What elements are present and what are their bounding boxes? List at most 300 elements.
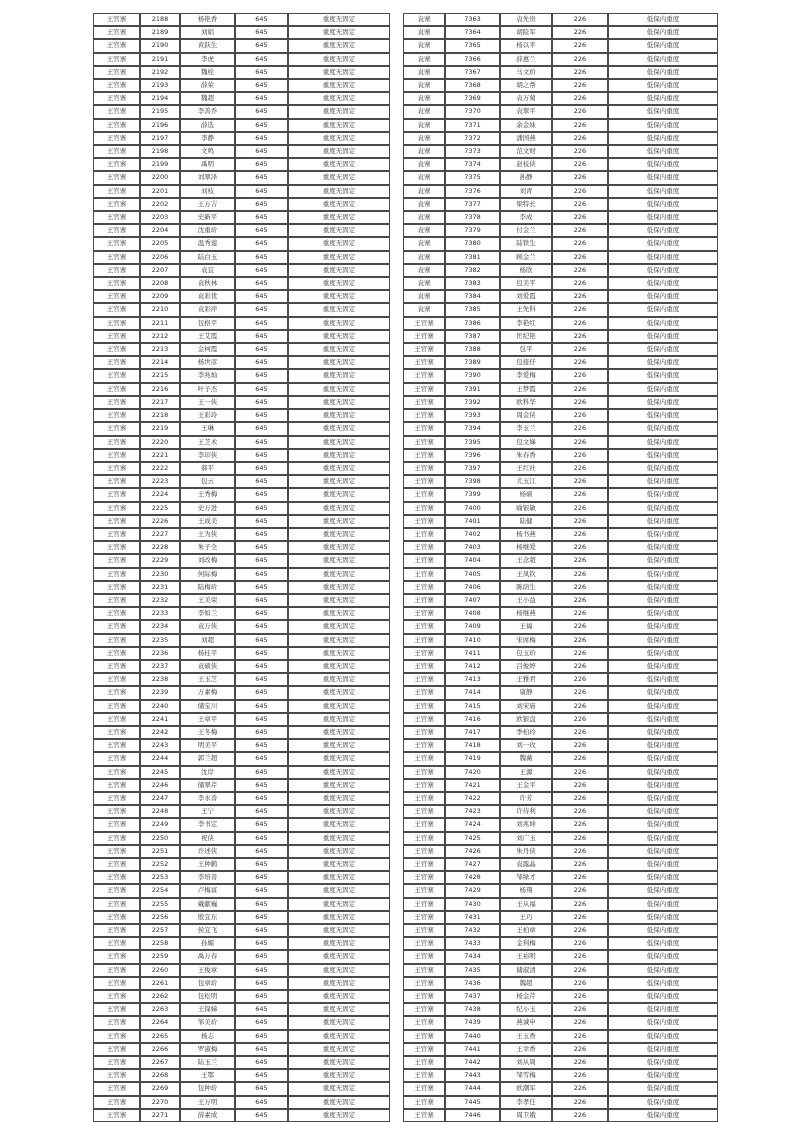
id-cell: 7439: [445, 1016, 500, 1029]
village-cell: 王官寨: [93, 369, 140, 382]
category-cell: 重度无固定: [288, 1082, 390, 1095]
village-cell: 王官寨: [403, 1056, 445, 1069]
name-cell: 许芳: [500, 792, 552, 805]
table-row: [93, 1003, 390, 1016]
table-row: [403, 39, 718, 52]
table-row: [403, 792, 718, 805]
id-cell: 7387: [445, 330, 500, 343]
name-cell: 欧银盘: [500, 713, 552, 726]
table-row: [403, 53, 718, 66]
name-cell: 王源: [500, 766, 552, 779]
village-cell: 王官寨: [93, 488, 140, 501]
table-row: [403, 845, 718, 858]
name-cell: 包种玠: [180, 1082, 235, 1095]
name-cell: 王芝术: [180, 436, 235, 449]
name-cell: 杨金芹: [500, 990, 552, 1003]
village-cell: 王官寨: [93, 449, 140, 462]
village-cell: 王官寨: [403, 937, 445, 950]
name-cell: 杨世彦: [180, 356, 235, 369]
village-cell: 袁寨: [403, 132, 445, 145]
category-cell: 低保内重度: [608, 884, 718, 897]
amount-cell: 645: [235, 330, 288, 343]
village-cell: 袁寨: [403, 39, 445, 52]
table-row: [93, 766, 390, 779]
name-cell: 杨书燕: [500, 528, 552, 541]
village-cell: 王官寨: [403, 1082, 445, 1095]
village-cell: 王官寨: [93, 871, 140, 884]
category-cell: 重度无固定: [288, 911, 390, 924]
table-row: [93, 383, 390, 396]
category-cell: 低保内重度: [608, 977, 718, 990]
name-cell: 王从福: [500, 898, 552, 911]
name-cell: 纪小玉: [500, 1003, 552, 1016]
amount-cell: 226: [552, 792, 608, 805]
village-cell: 袁寨: [403, 264, 445, 277]
amount-cell: 645: [235, 884, 288, 897]
amount-cell: 226: [552, 290, 608, 303]
name-cell: 杨继爱: [500, 541, 552, 554]
amount-cell: 226: [552, 383, 608, 396]
village-cell: 王官寨: [93, 53, 140, 66]
village-cell: 王官寨: [93, 317, 140, 330]
id-cell: 7397: [445, 462, 500, 475]
table-row: [403, 66, 718, 79]
name-cell: 包格平: [180, 317, 235, 330]
amount-cell: 226: [552, 251, 608, 264]
table-row: [403, 251, 718, 264]
village-cell: 王官寨: [403, 1069, 445, 1082]
id-cell: 7384: [445, 290, 500, 303]
amount-cell: 645: [235, 700, 288, 713]
amount-cell: 645: [235, 779, 288, 792]
table-row: [93, 251, 390, 264]
category-cell: 低保内重度: [608, 79, 718, 92]
name-cell: 王金平: [500, 779, 552, 792]
id-cell: 7398: [445, 475, 500, 488]
amount-cell: 226: [552, 409, 608, 422]
category-cell: 低保内重度: [608, 488, 718, 501]
id-cell: 7367: [445, 66, 500, 79]
village-cell: 王官寨: [93, 581, 140, 594]
name-cell: 禹明: [180, 158, 235, 171]
village-cell: 王官寨: [403, 462, 445, 475]
category-cell: 低保内重度: [608, 436, 718, 449]
village-cell: 王官寨: [403, 964, 445, 977]
table-row: [93, 964, 390, 977]
name-cell: 文鸣: [180, 145, 235, 158]
category-cell: 低保内重度: [608, 594, 718, 607]
name-cell: 李善乔: [180, 105, 235, 118]
id-cell: 7400: [445, 502, 500, 515]
id-cell: 2192: [140, 66, 180, 79]
id-cell: 2268: [140, 1069, 180, 1082]
id-cell: 7370: [445, 105, 500, 118]
name-cell: 王巧: [500, 911, 552, 924]
name-cell: 刘爱霞: [500, 290, 552, 303]
category-cell: 重度无固定: [288, 264, 390, 277]
category-cell: 重度无固定: [288, 660, 390, 673]
amount-cell: 226: [552, 700, 608, 713]
id-cell: 7411: [445, 647, 500, 660]
right-roster-body: [403, 13, 718, 1122]
name-cell: 王凤钦: [500, 568, 552, 581]
id-cell: 7405: [445, 568, 500, 581]
amount-cell: 645: [235, 647, 288, 660]
table-row: [403, 317, 718, 330]
category-cell: 重度无固定: [288, 396, 390, 409]
village-cell: 王官寨: [93, 264, 140, 277]
category-cell: 低保内重度: [608, 211, 718, 224]
name-cell: 侯宜飞: [180, 924, 235, 937]
id-cell: 7430: [445, 898, 500, 911]
category-cell: 低保内重度: [608, 132, 718, 145]
id-cell: 2204: [140, 224, 180, 237]
name-cell: 李爱梅: [500, 369, 552, 382]
id-cell: 7382: [445, 264, 500, 277]
table-row: [403, 634, 718, 647]
id-cell: 2264: [140, 1016, 180, 1029]
id-cell: 7373: [445, 145, 500, 158]
table-row: [403, 541, 718, 554]
table-row: [93, 462, 390, 475]
id-cell: 2201: [140, 185, 180, 198]
category-cell: 低保内重度: [608, 475, 718, 488]
table-row: [403, 858, 718, 871]
category-cell: 低保内重度: [608, 303, 718, 316]
id-cell: 2196: [140, 119, 180, 132]
amount-cell: 226: [552, 185, 608, 198]
id-cell: 7388: [445, 343, 500, 356]
id-cell: 2190: [140, 39, 180, 52]
amount-cell: 645: [235, 634, 288, 647]
amount-cell: 645: [235, 898, 288, 911]
category-cell: 低保内重度: [608, 950, 718, 963]
category-cell: 低保内重度: [608, 805, 718, 818]
amount-cell: 226: [552, 726, 608, 739]
category-cell: 重度无固定: [288, 251, 390, 264]
village-cell: 王官寨: [93, 356, 140, 369]
table-row: [93, 647, 390, 660]
village-cell: 王官寨: [93, 119, 140, 132]
id-cell: 7366: [445, 53, 500, 66]
name-cell: 胡之帮: [500, 79, 552, 92]
category-cell: 重度无固定: [288, 528, 390, 541]
table-row: [93, 845, 390, 858]
amount-cell: 226: [552, 568, 608, 581]
id-cell: 7442: [445, 1056, 500, 1069]
table-row: [403, 1069, 718, 1082]
village-cell: 王官寨: [403, 502, 445, 515]
category-cell: 重度无固定: [288, 237, 390, 250]
amount-cell: 226: [552, 303, 608, 316]
id-cell: 7402: [445, 528, 500, 541]
amount-cell: 645: [235, 858, 288, 871]
category-cell: 重度无固定: [288, 26, 390, 39]
id-cell: 2271: [140, 1109, 180, 1122]
table-row: [403, 13, 718, 26]
id-cell: 2210: [140, 303, 180, 316]
id-cell: 7416: [445, 713, 500, 726]
village-cell: 袁寨: [403, 171, 445, 184]
name-cell: 王玉芝: [180, 673, 235, 686]
category-cell: 重度无固定: [288, 409, 390, 422]
name-cell: 杨硕: [500, 488, 552, 501]
amount-cell: 645: [235, 607, 288, 620]
id-cell: 7440: [445, 1030, 500, 1043]
amount-cell: 645: [235, 924, 288, 937]
category-cell: 重度无固定: [288, 1069, 390, 1082]
id-cell: 2191: [140, 53, 180, 66]
name-cell: 包云: [180, 475, 235, 488]
name-cell: 孙静: [500, 171, 552, 184]
village-cell: 王官寨: [403, 568, 445, 581]
table-row: [93, 396, 390, 409]
village-cell: 王官寨: [403, 475, 445, 488]
table-row: [403, 752, 718, 765]
category-cell: 低保内重度: [608, 396, 718, 409]
amount-cell: 645: [235, 686, 288, 699]
id-cell: 7401: [445, 515, 500, 528]
table-row: [93, 792, 390, 805]
category-cell: 低保内重度: [608, 1069, 718, 1082]
category-cell: 重度无固定: [288, 792, 390, 805]
category-cell: 低保内重度: [608, 264, 718, 277]
table-row: [403, 343, 718, 356]
name-cell: 袁万菊: [500, 92, 552, 105]
category-cell: 低保内重度: [608, 462, 718, 475]
amount-cell: 645: [235, 977, 288, 990]
village-cell: 王官寨: [93, 1030, 140, 1043]
name-cell: 万素梅: [180, 686, 235, 699]
name-cell: 季柏玲: [500, 726, 552, 739]
table-row: [93, 26, 390, 39]
id-cell: 2203: [140, 211, 180, 224]
village-cell: 王官寨: [93, 277, 140, 290]
id-cell: 7364: [445, 26, 500, 39]
table-row: [403, 898, 718, 911]
amount-cell: 226: [552, 1003, 608, 1016]
id-cell: 7403: [445, 541, 500, 554]
village-cell: 王官寨: [93, 1109, 140, 1122]
id-cell: 7433: [445, 937, 500, 950]
id-cell: 7379: [445, 224, 500, 237]
name-cell: 李书定: [180, 818, 235, 831]
table-row: [403, 990, 718, 1003]
table-row: [403, 119, 718, 132]
village-cell: 王官寨: [403, 673, 445, 686]
name-cell: 王艾霞: [180, 330, 235, 343]
name-cell: 刘广玉: [500, 832, 552, 845]
id-cell: 7413: [445, 673, 500, 686]
name-cell: 刘娟: [180, 26, 235, 39]
category-cell: 低保内重度: [608, 330, 718, 343]
id-cell: 7424: [445, 818, 500, 831]
village-cell: 王官寨: [93, 990, 140, 1003]
category-cell: 低保内重度: [608, 158, 718, 171]
id-cell: 2241: [140, 713, 180, 726]
id-cell: 2208: [140, 277, 180, 290]
village-cell: 王官寨: [93, 462, 140, 475]
table-row: [403, 396, 718, 409]
village-cell: 王官寨: [93, 198, 140, 211]
village-cell: 王官寨: [93, 343, 140, 356]
category-cell: 低保内重度: [608, 1003, 718, 1016]
id-cell: 2267: [140, 1056, 180, 1069]
table-row: [403, 475, 718, 488]
name-cell: 欧潮军: [500, 1082, 552, 1095]
amount-cell: 226: [552, 277, 608, 290]
village-cell: 王官寨: [403, 1096, 445, 1109]
amount-cell: 226: [552, 647, 608, 660]
table-row: [93, 686, 390, 699]
table-row: [93, 594, 390, 607]
village-cell: 王官寨: [93, 818, 140, 831]
id-cell: 7423: [445, 805, 500, 818]
name-cell: 许述侠: [180, 845, 235, 858]
name-cell: 叶子杰: [180, 383, 235, 396]
category-cell: 低保内重度: [608, 924, 718, 937]
table-row: [93, 79, 390, 92]
amount-cell: 645: [235, 237, 288, 250]
amount-cell: 645: [235, 805, 288, 818]
name-cell: 明美平: [180, 739, 235, 752]
category-cell: 重度无固定: [288, 620, 390, 633]
village-cell: 袁寨: [403, 277, 445, 290]
category-cell: 重度无固定: [288, 39, 390, 52]
village-cell: 王官寨: [403, 581, 445, 594]
id-cell: 7369: [445, 92, 500, 105]
category-cell: 低保内重度: [608, 990, 718, 1003]
table-row: [93, 277, 390, 290]
amount-cell: 226: [552, 475, 608, 488]
category-cell: 重度无固定: [288, 1043, 390, 1056]
id-cell: 2206: [140, 251, 180, 264]
table-row: [403, 607, 718, 620]
id-cell: 2198: [140, 145, 180, 158]
village-cell: 王官寨: [93, 1056, 140, 1069]
table-row: [403, 594, 718, 607]
id-cell: 7375: [445, 171, 500, 184]
table-row: [93, 53, 390, 66]
table-row: [403, 369, 718, 382]
name-cell: 魏超: [500, 977, 552, 990]
name-cell: 王小益: [500, 594, 552, 607]
id-cell: 7426: [445, 845, 500, 858]
village-cell: 王官寨: [403, 990, 445, 1003]
table-row: [403, 171, 718, 184]
name-cell: 包玉玠: [500, 647, 552, 660]
village-cell: 王官寨: [403, 686, 445, 699]
table-row: [93, 858, 390, 871]
village-cell: 王官寨: [403, 660, 445, 673]
village-cell: 王官寨: [93, 79, 140, 92]
table-row: [93, 449, 390, 462]
amount-cell: 645: [235, 1003, 288, 1016]
id-cell: 7363: [445, 13, 500, 26]
table-row: [403, 185, 718, 198]
table-row: [403, 871, 718, 884]
village-cell: 王官寨: [403, 369, 445, 382]
name-cell: 刘枝: [180, 185, 235, 198]
category-cell: 低保内重度: [608, 383, 718, 396]
name-cell: 王梦霞: [500, 383, 552, 396]
name-cell: 匡纪艳: [500, 330, 552, 343]
amount-cell: 226: [552, 39, 608, 52]
name-cell: 袁先贵: [500, 13, 552, 26]
amount-cell: 226: [552, 528, 608, 541]
id-cell: 7443: [445, 1069, 500, 1082]
village-cell: 王官寨: [93, 554, 140, 567]
table-row: [93, 977, 390, 990]
village-cell: 王官寨: [93, 779, 140, 792]
amount-cell: 645: [235, 290, 288, 303]
table-row: [403, 1016, 718, 1029]
amount-cell: 645: [235, 26, 288, 39]
name-cell: 袁彩萍: [180, 303, 235, 316]
name-cell: 王俊章: [180, 964, 235, 977]
table-row: [403, 1030, 718, 1043]
category-cell: 重度无固定: [288, 779, 390, 792]
amount-cell: 645: [235, 422, 288, 435]
village-cell: 王官寨: [93, 303, 140, 316]
village-cell: 王官寨: [403, 317, 445, 330]
village-cell: 王官寨: [93, 145, 140, 158]
category-cell: 重度无固定: [288, 700, 390, 713]
amount-cell: 226: [552, 145, 608, 158]
amount-cell: 226: [552, 924, 608, 937]
amount-cell: 226: [552, 713, 608, 726]
village-cell: 王官寨: [403, 343, 445, 356]
category-cell: 低保内重度: [608, 409, 718, 422]
table-row: [93, 568, 390, 581]
id-cell: 2245: [140, 766, 180, 779]
category-cell: 低保内重度: [608, 554, 718, 567]
name-cell: 包文娣: [500, 436, 552, 449]
category-cell: 低保内重度: [608, 528, 718, 541]
village-cell: 王官寨: [403, 1016, 445, 1029]
village-cell: 王官寨: [403, 832, 445, 845]
table-row: [93, 171, 390, 184]
village-cell: 王官寨: [93, 237, 140, 250]
amount-cell: 645: [235, 1030, 288, 1043]
name-cell: 李永善: [180, 792, 235, 805]
category-cell: 重度无固定: [288, 726, 390, 739]
category-cell: 重度无固定: [288, 752, 390, 765]
table-row: [93, 343, 390, 356]
category-cell: 重度无固定: [288, 594, 390, 607]
name-cell: 何际梅: [180, 568, 235, 581]
id-cell: 7374: [445, 158, 500, 171]
name-cell: 包松明: [180, 990, 235, 1003]
table-row: [403, 224, 718, 237]
id-cell: 2235: [140, 634, 180, 647]
id-cell: 7365: [445, 39, 500, 52]
amount-cell: 226: [552, 53, 608, 66]
table-row: [93, 739, 390, 752]
table-row: [93, 660, 390, 673]
category-cell: 低保内重度: [608, 898, 718, 911]
table-row: [93, 369, 390, 382]
id-cell: 2232: [140, 594, 180, 607]
amount-cell: 226: [552, 858, 608, 871]
village-cell: 王官寨: [93, 132, 140, 145]
category-cell: 低保内重度: [608, 1082, 718, 1095]
name-cell: 刘从周: [500, 1056, 552, 1069]
amount-cell: 645: [235, 673, 288, 686]
name-cell: 朱丹侠: [500, 845, 552, 858]
table-row: [403, 198, 718, 211]
category-cell: 重度无固定: [288, 145, 390, 158]
